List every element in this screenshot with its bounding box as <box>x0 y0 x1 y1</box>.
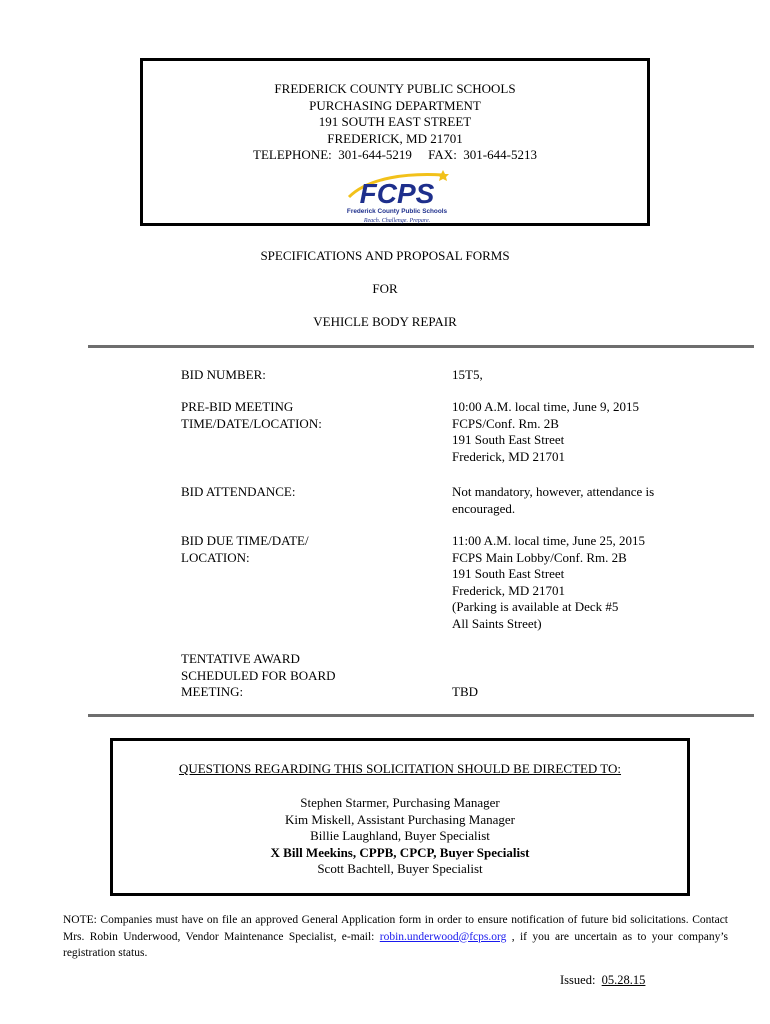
award-label-line2: SCHEDULED FOR BOARD <box>181 667 336 683</box>
issued-label: Issued: <box>560 973 602 987</box>
note-text-before: NOTE: Companies must have on file an approved General Application form in order to ensure notification of future bid solicitations. Contact Mrs. Robin Underwood, Vendor Maintenance Specialist, e-mail: <box>63 914 728 943</box>
due-time: 11:00 A.M. local time, June 25, 2015 <box>452 533 646 548</box>
logo-star <box>437 170 449 181</box>
logo-mark: FCPS <box>359 178 435 209</box>
header-line-street: 191 SOUTH EAST STREET <box>318 114 472 129</box>
bid-number-label: BID NUMBER: <box>181 367 266 382</box>
header-line-org: FREDERICK COUNTY PUBLIC SCHOOLS <box>274 81 516 96</box>
due-parking-street: All Saints Street) <box>452 615 542 631</box>
header-address <box>143 81 647 164</box>
contacts-box <box>110 738 690 896</box>
pre-bid-room: FCPS/Conf. Rm. 2B <box>452 415 559 431</box>
award-label-line1: TENTATIVE AWARD <box>181 651 300 666</box>
contact-person: Billie Laughland, Buyer Specialist <box>310 828 490 843</box>
pre-bid-label-line2: TIME/DATE/LOCATION: <box>181 415 322 431</box>
divider-bottom <box>88 714 754 717</box>
pre-bid-street: 191 South East Street <box>452 432 565 447</box>
pre-bid-value <box>452 399 639 465</box>
contact-person: Scott Bachtell, Buyer Specialist <box>317 861 483 876</box>
attendance-value-line2: encouraged. <box>452 500 516 516</box>
award-value: TBD <box>452 684 478 699</box>
attendance-label: BID ATTENDANCE: <box>181 484 296 499</box>
divider-top <box>88 345 754 348</box>
header-line-phone: TELEPHONE: 301-644-5219 FAX: 301-644-5213 <box>253 147 537 162</box>
logo-name: Frederick County Public Schools <box>346 208 448 215</box>
due-parking: (Parking is available at Deck #5 <box>452 599 619 614</box>
pre-bid-time: 10:00 A.M. local time, June 9, 2015 <box>452 399 640 414</box>
contacts-list <box>113 795 687 878</box>
contact-person: Stephen Starmer, Purchasing Manager <box>300 795 500 810</box>
award-label-line3: MEETING: <box>181 684 244 699</box>
contacts-heading: QUESTIONS REGARDING THIS SOLICITATION SHOULD BE DIRECTED TO: <box>178 761 622 776</box>
issued-date: 05.28.15 <box>601 973 646 987</box>
pre-bid-city: Frederick, MD 21701 <box>452 448 566 464</box>
due-value <box>452 533 645 632</box>
header-line-dept: PURCHASING DEPARTMENT <box>309 97 481 113</box>
contact-person-selected: X Bill Meekins, CPPB, CPCP, Buyer Specialist <box>270 844 530 860</box>
due-city: Frederick, MD 21701 <box>452 582 566 598</box>
due-street: 191 South East Street <box>452 566 565 581</box>
due-label-line1: BID DUE TIME/DATE/ <box>181 533 309 548</box>
pre-bid-label <box>181 399 322 432</box>
attendance-value <box>452 484 654 517</box>
due-label <box>181 533 309 566</box>
header-line-city: FREDERICK, MD 21701 <box>327 130 463 146</box>
bid-number-value: 15T5, <box>452 367 483 382</box>
issued-line <box>560 973 645 988</box>
due-label-line2: LOCATION: <box>181 549 250 565</box>
logo-tagline: Reach. Challenge. Prepare. <box>363 218 431 224</box>
doc-title-for: FOR <box>372 281 398 296</box>
due-room: FCPS Main Lobby/Conf. Rm. 2B <box>452 549 627 565</box>
fcps-logo <box>339 169 455 225</box>
attendance-value-line1: Not mandatory, however, attendance is <box>452 484 655 499</box>
doc-title-subject: VEHICLE BODY REPAIR <box>313 314 457 329</box>
registration-note <box>63 912 728 962</box>
doc-title-specs: SPECIFICATIONS AND PROPOSAL FORMS <box>260 248 510 263</box>
pre-bid-label-line1: PRE-BID MEETING <box>181 399 294 414</box>
contact-person: Kim Miskell, Assistant Purchasing Manager <box>284 811 515 827</box>
award-label <box>181 651 336 701</box>
header-box <box>140 58 650 226</box>
note-text-after: , if you are uncertain as to your company’s registration status. <box>63 930 728 959</box>
email-link[interactable]: robin.underwood@fcps.org <box>379 930 507 943</box>
